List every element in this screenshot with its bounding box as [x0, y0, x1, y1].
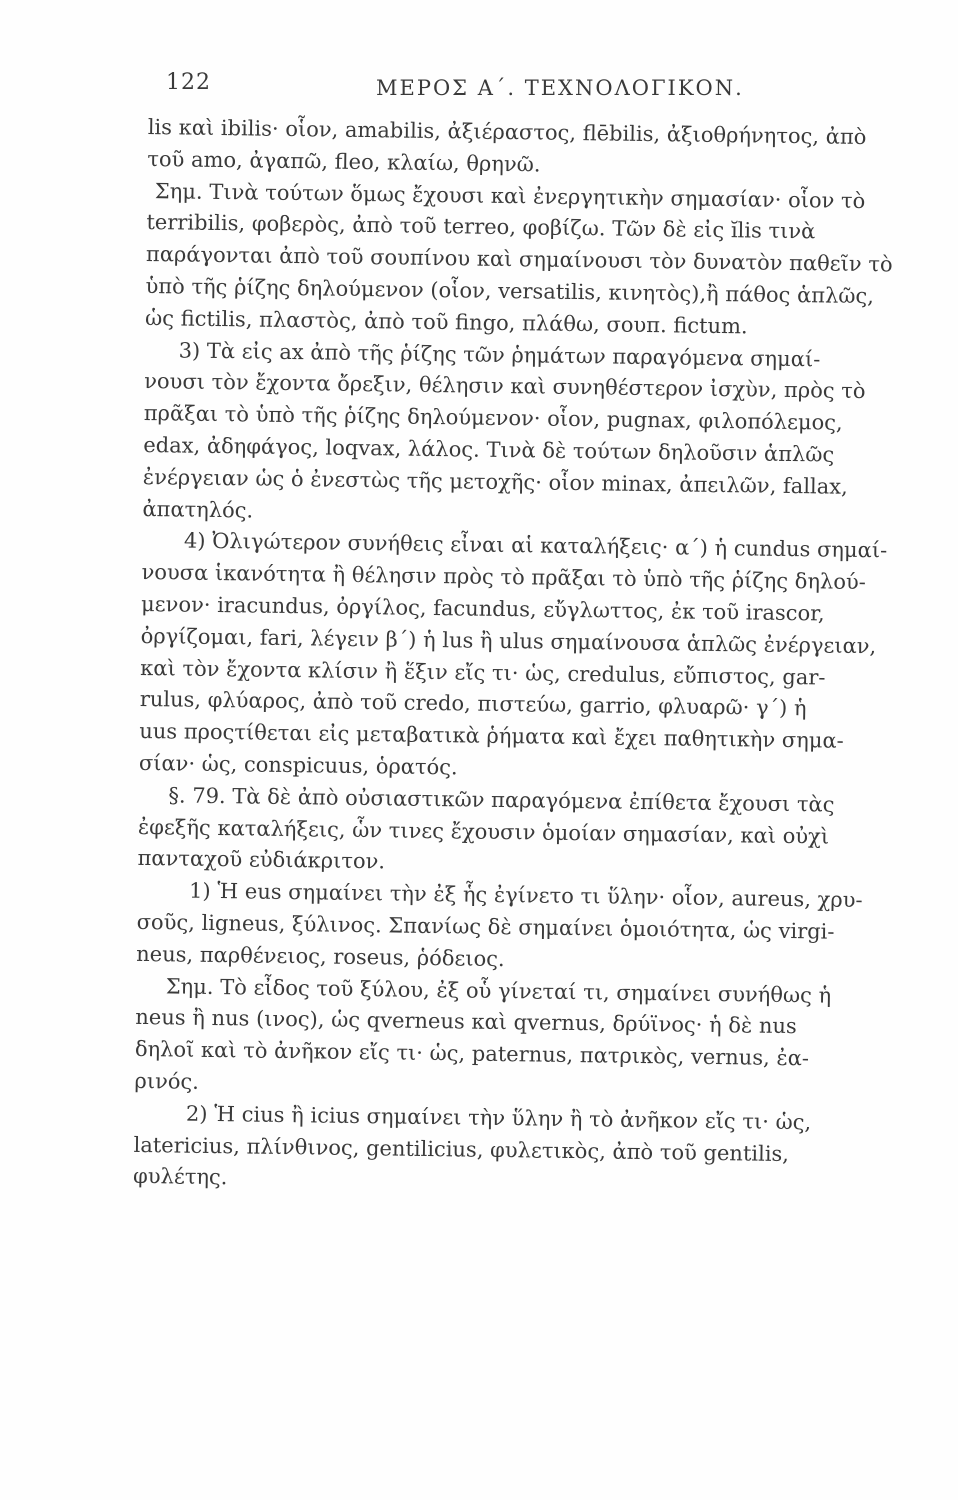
text-line: ὀργίζομαι, fari, λέγειν β΄) ἡ lus ἢ ulus σημαίνουσα ἁπλῶς ἐνέργειαν,: [140, 623, 877, 658]
text-line: edax, ἀδηφάγος, loqvax, λάλος. Τινὰ δὲ τούτων δηλοῦσιν ἁπλῶς: [143, 432, 835, 467]
text-line: Σημ. Τινὰ τούτων ὅμως ἔχουσι καὶ ἐνεργητικὴν σημασίαν· οἷον τὸ: [154, 178, 866, 213]
text-line: ὑπὸ τῆς ῥίζης δηλούμενον (οἷον, versatilis, κινητὸς),ἢ πάθος ἁπλῶς,: [145, 273, 875, 309]
body-text: [133, 112, 938, 1204]
text-line: neus, παρθένειος, roseus, ῥόδειος.: [136, 941, 505, 971]
text-line: Σημ. Τὸ εἶδος τοῦ ξύλου, ἐξ οὗ γίνεταί τι, σημαίνει συνήθως ἡ: [165, 973, 832, 1008]
running-head: ΜΕΡΟΣ Α΄. ΤΕΧΝΟΛΟΓΙΚΟΝ.: [376, 76, 744, 100]
text-line: §. 79. Τὰ δὲ ἀπὸ οὐσιαστικῶν παραγόμενα ἐπίθετα ἔχουσι τὰς: [168, 783, 835, 817]
text-line: latericius, πλίνθινος, gentilicius, φυλετικὸς, ἀπὸ τοῦ gentilis,: [133, 1132, 790, 1166]
page-number: 122: [166, 70, 211, 95]
page-header: [166, 70, 926, 106]
text-line: τοῦ amo, ἀγαπῶ, fleo, κλαίω, θρηνῶ.: [147, 146, 541, 177]
text-line: νουσι τὸν ἔχοντα ὄρεξιν, θέλησιν καὶ συνηθέστερον ἰσχὺν, πρὸς τὸ: [144, 369, 866, 404]
text-line: σοῦς, ligneus, ξύλινος. Σπανίως δὲ σημαίνει ὁμοιότητα, ὡς virgi-: [136, 909, 835, 944]
text-line: δηλοῖ καὶ τὸ ἀνῆκον εἴς τι· ὡς, paternus, πατρικὸς, vernus, ἐα-: [134, 1037, 810, 1071]
text-line: neus ἢ nus (ινος), ὡς qverneus καὶ qvernus, δρύϊνος· ἡ δὲ nus: [135, 1005, 797, 1039]
text-line: uus προςτίθεται εἰς μεταβατικὰ ῥήματα καὶ ἔχει παθητικὴν σημα-: [139, 719, 844, 753]
text-line: rulus, φλύαρος, ἀπὸ τοῦ credo, πιστεύω, garrio, φλυαρῶ· γ΄) ἡ: [139, 687, 807, 721]
text-line: 2) Ἡ cius ἢ icius σημαίνει τὴν ὕλην ἢ τὸ ἀνῆκον εἴς τι· ὡς,: [185, 1101, 812, 1135]
text-line: lis καὶ ibilis· οἷον, amabilis, ἀξιέραστος, flēbilis, ἀξιοθρήνητος, ἀπὸ: [147, 114, 867, 150]
text-line: ρινός.: [134, 1068, 200, 1094]
text-line: ὡς fictilis, πλαστὸς, ἀπὸ τοῦ fingo, πλάθω, σουπ. fictum.: [144, 305, 748, 339]
text-line: ἀπατηλός.: [142, 496, 254, 523]
text-line: 3) Τὰ εἰς ax ἀπὸ τῆς ῥίζης τῶν ῥημάτων παραγόμενα σημαί-: [178, 338, 821, 371]
text-line: καὶ τὸν ἔχοντα κλίσιν ἢ ἕξιν εἴς τι· ὡς, credulus, εὔπιστος, gar-: [140, 655, 826, 690]
text-line: ἐφεξῆς καταλήξεις, ὧν τινες ἔχουσιν ὁμοίαν σημασίαν, καὶ οὐχὶ: [137, 814, 830, 849]
text-line: νουσα ἱκανότητα ἢ θέλησιν πρὸς τὸ πρᾶξαι τὸ ὑπὸ τῆς ῥίζης δηλού-: [141, 560, 866, 595]
text-line: ἐνέργειαν ὡς ὁ ἐνεστὼς τῆς μετοχῆς· οἷον minax, ἀπειλῶν, fallax,: [142, 464, 848, 499]
text-line: παράγονται ἀπὸ τοῦ σουπίνου καὶ σημαίνουσι τὸν δυνατὸν παθεῖν τὸ: [145, 242, 893, 277]
text-line: πανταχοῦ εὐδιάκριτον.: [137, 846, 386, 874]
text-line: μενον· iracundus, ὀργίλος, facundus, εὔγλωττος, ἐκ τοῦ irascor,: [140, 591, 825, 626]
text-line: 4) Ὀλιγώτερον συνήθεις εἶναι αἱ καταλήξεις· α΄) ἡ cundus σημαί-: [183, 528, 888, 563]
text-line: φυλέτης.: [132, 1164, 228, 1190]
text-line: πρᾶξαι τὸ ὑπὸ τῆς ῥίζης δηλούμενον· οἷον, pugnax, φιλοπόλεμος,: [143, 401, 843, 435]
text-line: terribilis, φοβερὸς, ἀπὸ τοῦ terreo, φοβίζω. Τῶν δὲ εἰς ĭlis τινὰ: [146, 210, 816, 244]
text-line: 1) Ἡ eus σημαίνει τὴν ἐξ ἧς ἐγίνετο τι ὕλην· οἷον, aureus, χρυ-: [188, 878, 863, 913]
text-line: σίαν· ὡς, conspicuus, ὁρατός.: [138, 750, 458, 780]
